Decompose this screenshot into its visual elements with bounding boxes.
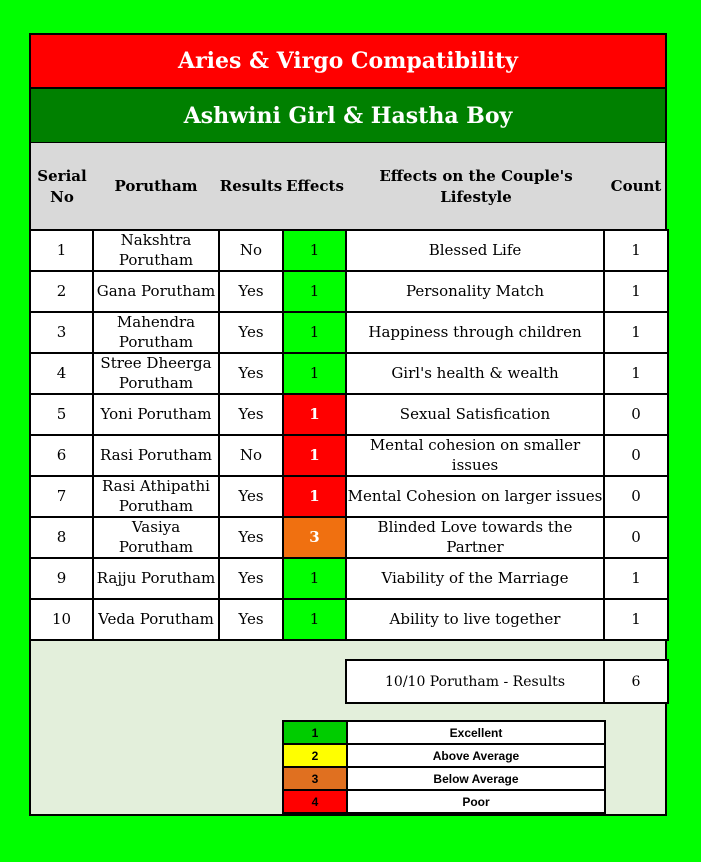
row-serial: 6: [30, 435, 93, 476]
row-effect: 1: [283, 230, 346, 271]
table-row: [30, 312, 668, 353]
table-row: [30, 476, 668, 517]
row-porutham: Yoni Porutham: [93, 394, 219, 435]
header-serial: Serial No: [37, 167, 87, 206]
summary-label: 10/10 Porutham - Results: [346, 660, 604, 703]
row-result: Yes: [219, 517, 283, 558]
row-count: 0: [604, 435, 668, 476]
row-lifestyle: Mental cohesion on smaller issues: [346, 435, 604, 476]
row-lifestyle: Mental Cohesion on larger issues: [346, 476, 604, 517]
row-serial: 8: [30, 517, 93, 558]
row-count: 0: [604, 517, 668, 558]
table-row: [30, 394, 668, 435]
row-serial: 1: [30, 230, 93, 271]
row-effect: 1: [283, 271, 346, 312]
row-porutham: Gana Porutham: [93, 271, 219, 312]
row-porutham: Nakshtra Porutham: [93, 230, 219, 271]
header-count: Count: [610, 177, 662, 196]
row-lifestyle: Viability of the Marriage: [346, 558, 604, 599]
row-serial: 9: [30, 558, 93, 599]
row-result: Yes: [219, 394, 283, 435]
legend-label: Above Average: [347, 744, 605, 767]
row-count: 0: [604, 476, 668, 517]
effects-legend: [282, 720, 606, 814]
legend-label: Poor: [347, 790, 605, 813]
row-porutham: Rajju Porutham: [93, 558, 219, 599]
table-row: [30, 599, 668, 640]
legend-item: [283, 790, 605, 813]
row-porutham: Vasiya Porutham: [93, 517, 219, 558]
row-porutham: Rasi Athipathi Porutham: [93, 476, 219, 517]
header-lifestyle: Effects on the Couple's Lifestyle: [379, 167, 573, 206]
table-row: [30, 271, 668, 312]
row-count: 1: [604, 312, 668, 353]
row-effect: 1: [283, 476, 346, 517]
table-row: [30, 435, 668, 476]
page-title: Aries & Virgo Compatibility: [29, 33, 667, 89]
legend-item: [283, 721, 605, 744]
row-effect: 1: [283, 312, 346, 353]
summary-count: 6: [604, 660, 668, 703]
row-result: Yes: [219, 558, 283, 599]
row-serial: 10: [30, 599, 93, 640]
row-count: 1: [604, 353, 668, 394]
row-count: 1: [604, 271, 668, 312]
row-result: Yes: [219, 476, 283, 517]
header-porutham: Porutham: [114, 177, 198, 196]
row-count: 1: [604, 599, 668, 640]
legend-key: 4: [283, 790, 347, 813]
row-lifestyle: Blessed Life: [346, 230, 604, 271]
row-lifestyle: Personality Match: [346, 271, 604, 312]
table-row: [30, 517, 668, 558]
row-serial: 2: [30, 271, 93, 312]
row-effect: 1: [283, 435, 346, 476]
legend-label: Below Average: [347, 767, 605, 790]
row-porutham: Veda Porutham: [93, 599, 219, 640]
legend-key: 3: [283, 767, 347, 790]
row-effect: 1: [283, 353, 346, 394]
row-serial: 7: [30, 476, 93, 517]
row-effect: 1: [283, 394, 346, 435]
row-result: No: [219, 230, 283, 271]
row-effect: 1: [283, 599, 346, 640]
row-lifestyle: Happiness through children: [346, 312, 604, 353]
row-result: Yes: [219, 353, 283, 394]
legend-label: Excellent: [347, 721, 605, 744]
row-porutham: Rasi Porutham: [93, 435, 219, 476]
page-subtitle: Ashwini Girl & Hastha Boy: [29, 87, 667, 144]
row-result: Yes: [219, 312, 283, 353]
table-row: [30, 230, 668, 271]
row-porutham: Mahendra Porutham: [93, 312, 219, 353]
legend-item: [283, 744, 605, 767]
row-count: 1: [604, 558, 668, 599]
porutham-table: [29, 229, 669, 641]
table-header: [29, 143, 667, 230]
row-lifestyle: Sexual Satisfication: [346, 394, 604, 435]
legend-key: 2: [283, 744, 347, 767]
summary-row: [345, 659, 669, 704]
row-count: 0: [604, 394, 668, 435]
row-lifestyle: Girl's health & wealth: [346, 353, 604, 394]
row-result: Yes: [219, 271, 283, 312]
row-serial: 4: [30, 353, 93, 394]
table-row: [30, 353, 668, 394]
legend-key: 1: [283, 721, 347, 744]
row-lifestyle: Blinded Love towards the Partner: [346, 517, 604, 558]
row-count: 1: [604, 230, 668, 271]
row-effect: 3: [283, 517, 346, 558]
table-row: [30, 558, 668, 599]
row-serial: 5: [30, 394, 93, 435]
row-lifestyle: Ability to live together: [346, 599, 604, 640]
row-result: Yes: [219, 599, 283, 640]
row-serial: 3: [30, 312, 93, 353]
legend-item: [283, 767, 605, 790]
row-porutham: Stree Dheerga Porutham: [93, 353, 219, 394]
row-effect: 1: [283, 558, 346, 599]
row-result: No: [219, 435, 283, 476]
header-effects: Effects: [286, 177, 344, 196]
header-results: Results: [219, 177, 283, 196]
